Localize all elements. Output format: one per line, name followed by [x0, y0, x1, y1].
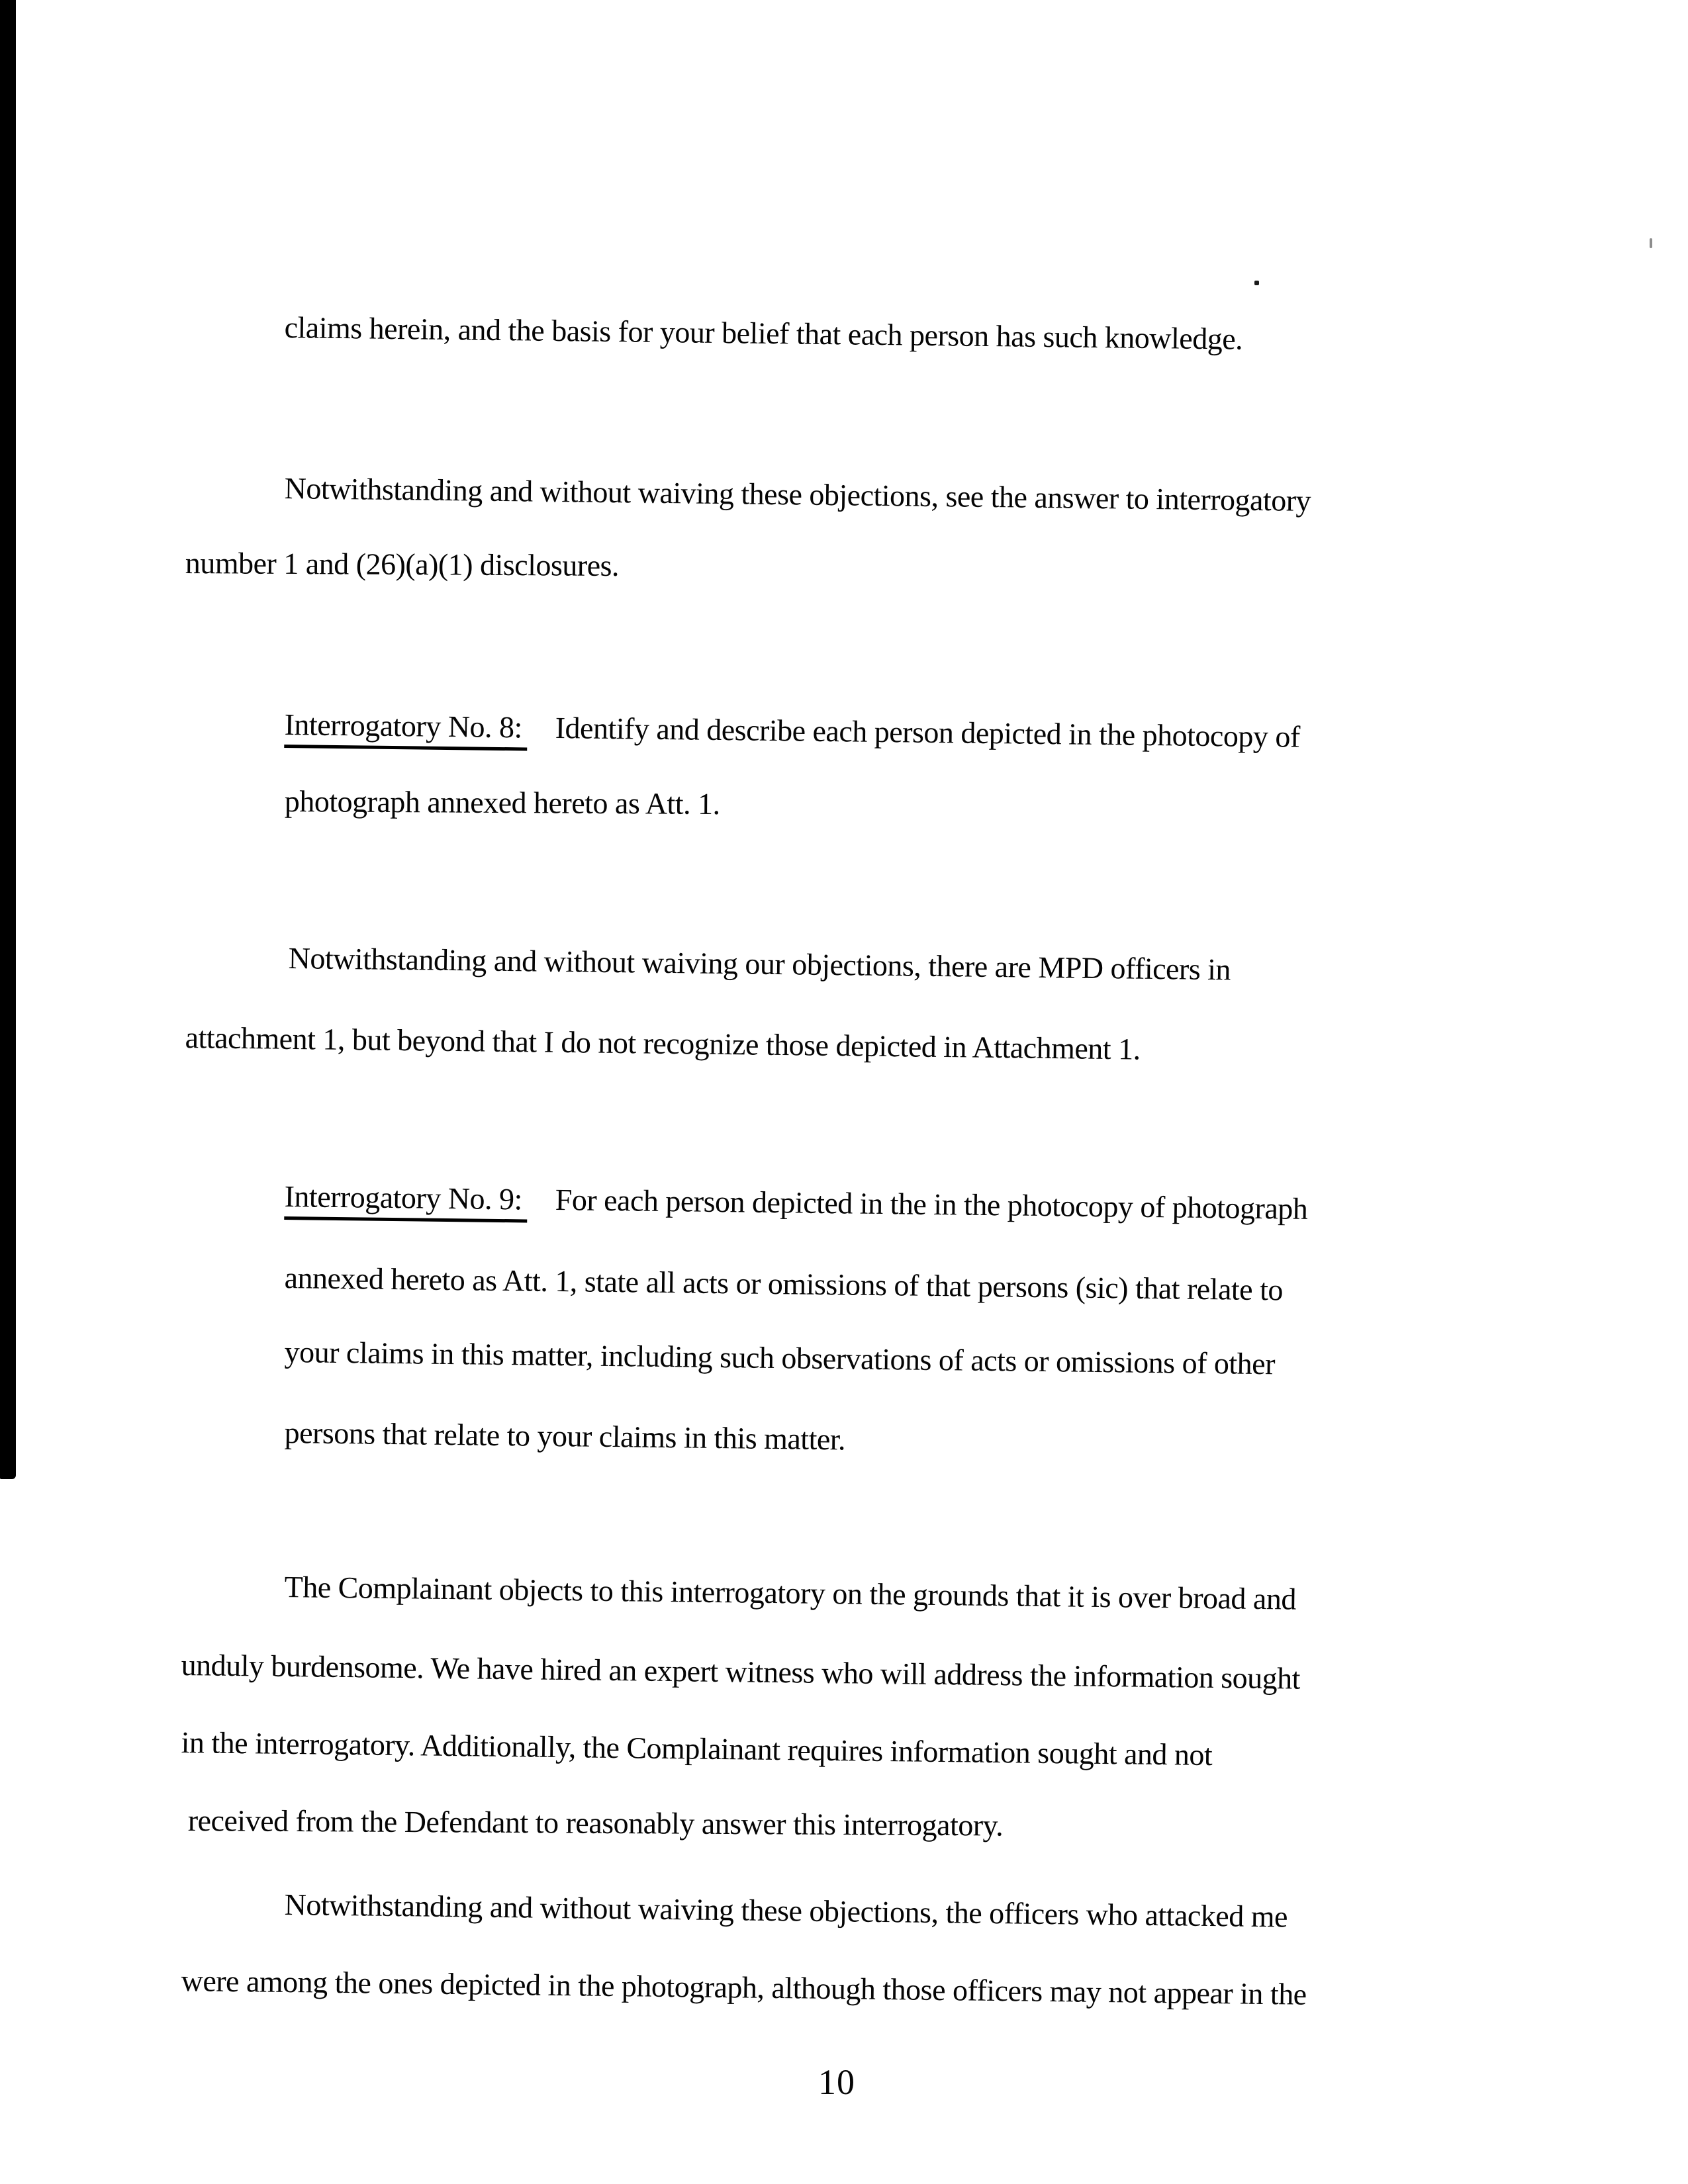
scan-speck [1254, 281, 1259, 285]
line-text: Notwithstanding and without waiving these objections, the officers who attacked me [284, 1887, 1288, 1934]
document-line [285, 783, 720, 823]
line-text: received from the Defendant to reasonably answer this interrogatory. [187, 1803, 1004, 1843]
line-text: photograph annexed hereto as Att. 1. [284, 784, 720, 821]
document-line [185, 1019, 1141, 1068]
line-text: were among the ones depicted in the photograph, although those officers may not appear in the [181, 1963, 1307, 2011]
line-text: The Complainant objects to this interrogatory on the grounds that it is over broad and [284, 1569, 1297, 1616]
line-text: unduly burdensome. We have hired an expert witness who will address the information sought [181, 1647, 1301, 1696]
document-line [284, 1886, 1288, 1936]
document-line [284, 1334, 1275, 1383]
line-text: persons that relate to your claims in this matter. [284, 1415, 846, 1457]
line-text: For each person depicted in the in the photocopy of photograph [555, 1182, 1308, 1226]
document-line [185, 545, 620, 584]
line-text: in the interrogatory. Additionally, the Complainant requires information sought and not [181, 1725, 1213, 1772]
interrogatory-8-heading: Interrogatory No. 8: [284, 707, 528, 751]
page-number: 10 [818, 2062, 855, 2102]
line-text: annexed hereto as Att. 1, state all acts or omissions of that persons (sic) that relate to [284, 1260, 1284, 1307]
document-line [181, 1647, 1300, 1698]
document-line [188, 1802, 1004, 1844]
document-line [288, 940, 1231, 988]
line-text: Identify and describe each person depicted in the photocopy of [555, 710, 1301, 754]
document-line [284, 1414, 845, 1458]
document-line [284, 309, 1243, 358]
document-line-interrogatory-9 [284, 1178, 1307, 1228]
line-text: Notwithstanding and without waiving our objections, there are MPD officers in [288, 940, 1231, 987]
document-line [181, 1962, 1307, 2013]
line-text: Notwithstanding and without waiving these objections, see the answer to interrogatory [284, 471, 1311, 518]
document-line [284, 1259, 1283, 1308]
document-line [181, 1724, 1212, 1774]
line-text: attachment 1, but beyond that I do not recognize those depicted in Attachment 1. [185, 1020, 1141, 1066]
line-text: your claims in this matter, including such observations of acts or omissions of other [284, 1334, 1276, 1381]
scan-edge-artifact [0, 0, 16, 1479]
scan-speck [1650, 238, 1652, 248]
document-line-interrogatory-8 [284, 706, 1300, 756]
line-text: number 1 and (26)(a)(1) disclosures. [185, 545, 620, 583]
document-line [284, 470, 1311, 520]
document-line [284, 1569, 1296, 1618]
line-text: claims herein, and the basis for your belief that each person has such knowledge. [284, 310, 1243, 356]
interrogatory-9-heading: Interrogatory No. 9: [284, 1179, 528, 1222]
